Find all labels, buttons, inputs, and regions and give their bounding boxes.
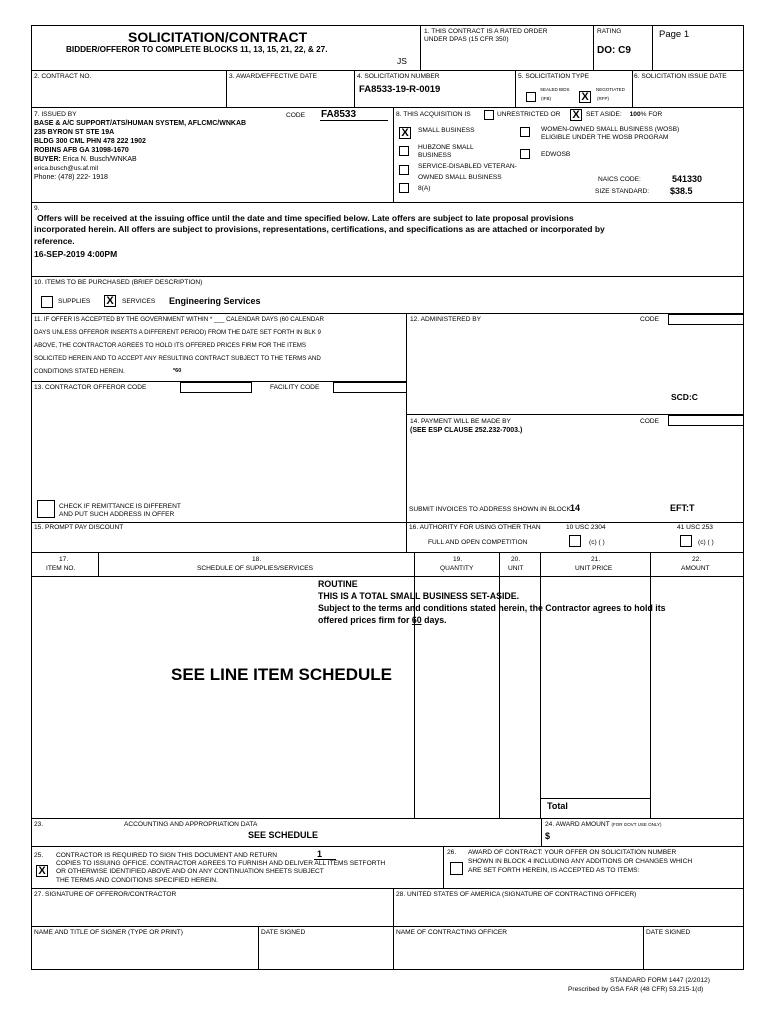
schedule-total: Total xyxy=(547,801,568,811)
issued-by-line: ROBINS AFB GA 31098-1670 xyxy=(34,147,129,154)
officer-signature-field[interactable] xyxy=(394,900,742,925)
award-amount-label: 24. AWARD AMOUNT xyxy=(545,821,610,828)
signer-name-label: NAME AND TITLE OF SIGNER (TYPE OR PRINT) xyxy=(34,929,183,936)
block9-number: 9. xyxy=(34,205,40,212)
col-19-number: 19. xyxy=(453,556,463,563)
schedule-offered-b: days. xyxy=(421,615,447,625)
unrestricted-checkbox[interactable] xyxy=(484,110,494,120)
services-label: SERVICES xyxy=(122,298,156,305)
issued-by-code-label: CODE xyxy=(286,112,306,119)
award-amount-note: (FOR GOVT USE ONLY) xyxy=(611,822,662,827)
issued-by-line: 235 BYRON ST STE 19A xyxy=(34,129,115,136)
usc-2304: 10 USC 2304 xyxy=(566,524,606,531)
usc-253-paren: (c) ( ) xyxy=(698,539,714,546)
signer-date-label: DATE SIGNED xyxy=(261,929,306,936)
naics-code: 541330 xyxy=(672,174,703,184)
block11-text: 11. IF OFFER IS ACCEPTED BY THE GOVERNMENT WITHIN * ___ CALENDAR DAYS (60 CALENDAR xyxy=(34,316,324,323)
sealed-bids-checkbox[interactable] xyxy=(526,92,536,102)
officer-name-label: NAME OF CONTRACTING OFFICER xyxy=(396,929,507,936)
js-marker: JS xyxy=(397,56,407,66)
col-20-number: 20. xyxy=(511,556,521,563)
rating-label: RATING xyxy=(597,28,622,35)
accounting-value: SEE SCHEDULE xyxy=(248,830,319,840)
block25-number: 25. xyxy=(34,852,44,859)
supplies-label: SUPPLIES xyxy=(58,298,91,305)
issued-by-line: BLDG 300 CML PHN 478 222 1902 xyxy=(34,138,146,145)
page-number: Page 1 xyxy=(659,29,690,40)
payment-label: 14. PAYMENT WILL BE MADE BY xyxy=(410,418,511,425)
negotiated-label: NEGOTIATED xyxy=(596,87,625,92)
col-22-number: 22. xyxy=(692,556,702,563)
form-title: SOLICITATION/CONTRACT xyxy=(128,29,308,45)
small-business-checkbox[interactable]: X xyxy=(399,127,411,139)
schedule-set-aside: THIS IS A TOTAL SMALL BUSINESS SET-ASIDE. xyxy=(318,591,520,601)
offeror-signature-field[interactable] xyxy=(32,900,392,925)
usc-2304-paren: (c) ( ) xyxy=(589,539,605,546)
rated-order-label: 1. THIS CONTRACT IS A RATED ORDER xyxy=(424,28,548,35)
edwosb-checkbox[interactable] xyxy=(520,149,530,159)
facility-code-field[interactable] xyxy=(333,382,407,393)
block26-number: 26. xyxy=(447,849,457,856)
wosb-label: WOMEN-OWNED SMALL BUSINESS (WOSB) xyxy=(541,126,680,133)
block25-line: COPIES TO ISSUING OFFICE. CONTRACTOR AGREES TO FURNISH AND DELIVER ALL ITEMS SETFORTH xyxy=(56,860,386,867)
sealed-bids-label: SEALED BIDS xyxy=(540,87,570,92)
award-date-label: 3. AWARD/EFFECTIVE DATE xyxy=(229,73,318,80)
set-aside xyxy=(586,111,662,119)
administered-code-label: CODE xyxy=(640,316,660,323)
block26-line: SHOWN IN BLOCK 4 INCLUDING ANY ADDITIONS OR CHANGES WHICH xyxy=(468,858,693,865)
negotiated-checkbox[interactable]: X xyxy=(579,91,591,103)
payment-code-field[interactable] xyxy=(668,415,744,426)
form-number: STANDARD FORM 1447 (2/2012) xyxy=(610,977,710,984)
hubzone-label: HUBZONE SMALL xyxy=(418,144,474,151)
payment-clause: (SEE ESP CLAUSE 252.232-7003.) xyxy=(410,427,523,434)
set-aside-percent: 100 xyxy=(629,111,641,118)
rated-order-label-2: UNDER DPAS (15 CFR 350) xyxy=(424,36,509,43)
wosb-label-2: ELIGIBLE UNDER THE WOSB PROGRAM xyxy=(541,134,669,141)
officer-date-label: DATE SIGNED xyxy=(646,929,691,936)
size-standard-label: SIZE STANDARD: xyxy=(595,188,650,195)
col-amount: AMOUNT xyxy=(681,565,710,572)
remittance-checkbox[interactable] xyxy=(37,500,55,518)
contract-no-label: 2. CONTRACT NO. xyxy=(34,73,92,80)
sdvosb-label-2: OWNED SMALL BUSINESS xyxy=(418,174,502,181)
supplies-checkbox[interactable] xyxy=(41,296,53,308)
contractor-offeror-label: 13. CONTRACTOR OFFEROR CODE xyxy=(34,384,147,391)
prompt-pay-label: 15. PROMPT PAY DISCOUNT xyxy=(34,524,124,531)
authority-label: 16. AUTHORITY FOR USING OTHER THAN xyxy=(409,524,541,531)
sdvosb-label: SERVICE-DISABLED VETERAN- xyxy=(418,163,517,170)
col-17-number: 17. xyxy=(59,556,69,563)
block11-text: CONDITIONS STATED HEREIN. xyxy=(34,368,125,375)
accounting-label: ACCOUNTING AND APPROPRIATION DATA xyxy=(124,821,258,828)
form-subtitle: BIDDER/OFFEROR TO COMPLETE BLOCKS 11, 13, 15, 21, 22, & 27. xyxy=(66,45,328,54)
col-18-number: 18. xyxy=(252,556,262,563)
issued-by-label: 7. ISSUED BY xyxy=(34,111,77,118)
buyer-name: Erica N. Busch/WNKAB xyxy=(62,156,137,163)
eight-a-label: 8(A) xyxy=(418,185,431,192)
offer-deadline: 16-SEP-2019 4:00PM xyxy=(34,249,118,259)
solicitation-number: FA8533-19-R-0019 xyxy=(359,84,441,95)
block11-text: SOLICITED HEREIN AND TO ACCEPT ANY RESULTING CONTRACT SUBJECT TO THE TERMS AND xyxy=(34,355,321,362)
eight-a-checkbox[interactable] xyxy=(399,183,409,193)
col-schedule: SCHEDULE OF SUPPLIES/SERVICES xyxy=(197,565,314,572)
col-unit-price: UNIT PRICE xyxy=(575,565,613,572)
col-item-no: ITEM NO. xyxy=(46,565,76,572)
sdvosb-checkbox[interactable] xyxy=(399,165,409,175)
schedule-offered-a: offered prices firm for xyxy=(318,615,412,625)
issued-by-line: BASE & A/C SUPPORT/ATS/HUMAN SYSTEM, AFLCMC/WNKAB xyxy=(34,120,247,127)
full-open-label: FULL AND OPEN COMPETITION xyxy=(428,539,528,546)
buyer-email[interactable]: erica.busch@us.af.mil xyxy=(34,165,99,172)
remittance-label: CHECK IF REMITTANCE IS DIFFERENT xyxy=(59,503,181,510)
negotiated-sub: (RFP) xyxy=(597,96,609,101)
edwosb-label: EDWOSB xyxy=(541,151,571,158)
award-amount xyxy=(545,821,662,829)
block26-line: ARE SET FORTH HEREIN, IS ACCEPTED AS TO ITEMS: xyxy=(468,867,640,874)
services-checkbox[interactable]: X xyxy=(104,295,116,307)
offeror-signature-label: 27. SIGNATURE OF OFFEROR/CONTRACTOR xyxy=(34,891,177,898)
remittance-label-2: AND PUT SUCH ADDRESS IN OFFER xyxy=(59,511,175,518)
block9-text: reference. xyxy=(34,236,75,246)
usc-253-checkbox[interactable] xyxy=(680,535,692,547)
schedule-offered-days: 60 xyxy=(411,615,422,625)
payment-code-label: CODE xyxy=(640,418,660,425)
buyer-phone: Phone: (478) 222- 1918 xyxy=(34,174,108,181)
items-description: Engineering Services xyxy=(169,296,261,306)
contractor-code-field[interactable] xyxy=(180,382,252,393)
see-line-item-schedule: SEE LINE ITEM SCHEDULE xyxy=(171,665,393,684)
hubzone-checkbox[interactable] xyxy=(399,146,409,156)
administered-code-field[interactable] xyxy=(668,314,744,325)
unrestricted-label: UNRESTRICTED OR xyxy=(497,111,561,118)
acquisition-label: 8. THIS ACQUISITION IS xyxy=(396,111,471,118)
block11-text: DAYS UNLESS OFFEROR INSERTS A DIFFERENT PERIOD) FROM THE DATE SET FORTH IN BLK 9 xyxy=(34,329,321,336)
wosb-checkbox[interactable] xyxy=(520,127,530,137)
col-21-number: 21. xyxy=(591,556,601,563)
facility-code-label: FACILITY CODE xyxy=(270,384,320,391)
block25-line: CONTRACTOR IS REQUIRED TO SIGN THIS DOCUMENT AND RETURN xyxy=(56,852,278,859)
block26-line: AWARD OF CONTRACT: YOUR OFFER ON SOLICITATION NUMBER xyxy=(468,849,677,856)
set-aside-checkbox[interactable]: X xyxy=(570,109,582,121)
submit-invoices-block: 14 xyxy=(570,503,581,513)
buyer xyxy=(34,156,137,164)
sealed-bids-sub: (IFB) xyxy=(541,96,551,101)
award-amount-value: $ xyxy=(545,831,551,841)
schedule-routine: ROUTINE xyxy=(318,579,358,589)
naics-label: NAICS CODE: xyxy=(598,176,641,183)
set-aside-label: SET ASIDE: xyxy=(586,111,622,118)
block25-line: THE TERMS AND CONDITIONS SPECIFIED HEREIN. xyxy=(56,877,218,884)
block9-text: Offers will be received at the issuing office until the date and time specified below. Late offers are subject to late proposal provisions xyxy=(37,213,574,223)
submit-invoices-label: SUBMIT INVOICES TO ADDRESS SHOWN IN BLOCK: xyxy=(409,506,573,513)
solicitation-type-label: 5. SOLICITATION TYPE xyxy=(518,73,590,80)
block23-number: 23. xyxy=(34,821,44,828)
items-purchased-label: 10. ITEMS TO BE PURCHASED (BRIEF DESCRIPTION) xyxy=(34,279,203,286)
acceptance-days: *60 xyxy=(173,368,182,374)
buyer-label: BUYER: xyxy=(34,156,61,163)
scd-code: SCD:C xyxy=(671,392,698,402)
usc-2304-checkbox[interactable] xyxy=(569,535,581,547)
col-quantity: QUANTITY xyxy=(440,565,474,572)
block25-line: OR OTHERWISE IDENTIFIED ABOVE AND ON ANY CONTINUATION SHEETS SUBJECT xyxy=(56,868,324,875)
size-standard: $38.5 xyxy=(670,186,693,196)
small-business-label: SMALL BUSINESS xyxy=(418,127,475,134)
set-aside-for: % FOR xyxy=(640,111,663,118)
schedule-offered xyxy=(318,615,447,626)
issued-by-code: FA8533 xyxy=(321,109,357,120)
block11-text: ABOVE, THE CONTRACTOR AGREES TO HOLD ITS OFFERED PRICES FIRM FOR THE ITEMS xyxy=(34,342,307,349)
solicitation-number-label: 4. SOLICITATION NUMBER xyxy=(357,73,440,80)
form-prescribed: Prescribed by GSA FAR (48 CFR) 53.215-1(d) xyxy=(568,986,704,993)
block9-text: incorporated herein. All offers are subject to provisions, representations, certifications, and specifications as are attached or incorporated by xyxy=(34,224,605,234)
eft-code: EFT:T xyxy=(670,503,695,513)
block25-copies: 1 xyxy=(317,849,323,859)
block25-checkbox[interactable]: X xyxy=(36,865,48,877)
usc-253: 41 USC 253 xyxy=(677,524,713,531)
schedule-terms: Subject to the terms and conditions stated herein, the Contractor agrees to hold its xyxy=(318,603,666,613)
administered-by-label: 12. ADMINISTERED BY xyxy=(410,316,482,323)
issue-date-label: 6. SOLICITATION ISSUE DATE xyxy=(634,73,727,80)
col-unit: UNIT xyxy=(508,565,524,572)
block26-checkbox[interactable] xyxy=(450,862,463,875)
rating-value: DO: C9 xyxy=(597,45,631,56)
hubzone-label-2: BUSINESS xyxy=(418,152,452,159)
officer-signature-label: 28. UNITED STATES OF AMERICA (SIGNATURE OF CONTRACTING OFFICER) xyxy=(396,891,637,898)
